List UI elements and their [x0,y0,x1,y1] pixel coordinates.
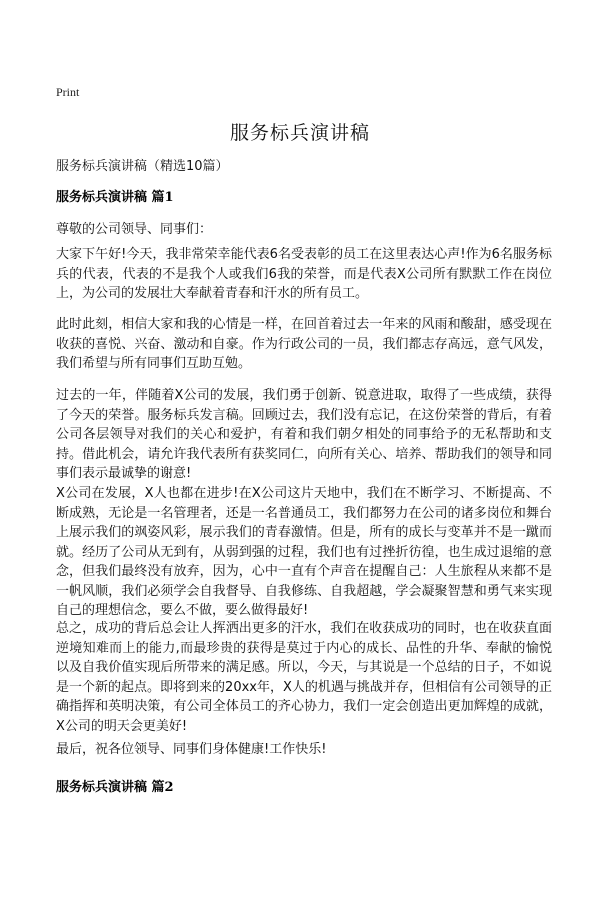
section-heading-1: 服务标兵演讲稿 篇1 [56,190,174,205]
print-label: Print [56,85,80,99]
paragraph-3: 过去的一年，伴随着X公司的发展，我们勇于创新、锐意进取，取得了一些成绩，获得了今天的荣誉。服务标兵发言稿。回顾过去，我们没有忘记，在这份荣誉的背后，有着公司各层领导对我们的关心和爱护，有着和我们朝夕相处的同事给予的无私帮助和支持。借此机会，请允许我代表所有获奖同仁，向所有关心、培养、帮助我们的领导和同事们表示最诚挚的谢意! [56,388,552,481]
page-title: 服务标兵演讲稿 [229,122,370,144]
paragraph-4: X公司在发展，X人也都在进步!在X公司这片天地中，我们在不断学习、不断提高、不断成熟，无论是一名管理者，还是一名普通员工，我们都努力在公司的诸多岗位和舞台上展示我们的飒姿风彩，展示我们的青春激情。但是，所有的成长与变革并不是一蹴而就。经历了公司从无到有，从弱到强的过程，我们也有过挫折彷徨，也生成过退缩的意念，但我们最终没有放弃，因为，心中一直有个声音在提醒自己：人生旅程从来都不是一帆风顺，我们必须学会自我督导、自我修练、自我超越，学会凝聚智慧和勇气来实现自己的理想信念，要么不做，要么做得最好! [56,486,552,618]
greeting: 尊敬的公司领导、同事们： [56,222,213,237]
document-subtitle: 服务标兵演讲稿（精选10篇） [56,159,229,174]
paragraph-2: 此时此刻，相信大家和我的心情是一样，在回首着过去一年来的风雨和酸甜，感受现在收获的喜悦、兴奋、激动和自豪。作为行政公司的一员，我们都志存高远，意气风发，我们希望与所有同事们互助互勉。 [56,317,552,371]
paragraph-6: 最后，祝各位领导、同事们身体健康!工作快乐! [56,742,327,757]
paragraph-1: 大家下午好!今天，我非常荣幸能代表6名受表彰的员工在这里表达心声!作为6名服务标兵的代表，代表的不是我个人或我们6我的荣誉，而是代表X公司所有默默工作在岗位上，为公司的发展壮大奉献着青春和汗水的所有员工。 [56,247,552,301]
section-heading-2: 服务标兵演讲稿 篇2 [56,780,174,795]
paragraph-5: 总之，成功的背后总会让人挥洒出更多的汗水，我们在收获成功的同时，也在收获直面逆境知难而上的能力,而最珍贵的获得是莫过于内心的成长、品性的升华、奉献的愉悦以及自我价值实现后所带来的满足感。所以，今天，与其说是一个总结的日子，不如说是一个新的起点。即将到来的20xx年，X人的机遇与挑战并存，但相信有公司领导的正确指挥和英明决策，有公司全体员工的齐心协力，我们一定会创造出更加辉煌的成就，X公司的明天会更美好! [56,621,552,734]
